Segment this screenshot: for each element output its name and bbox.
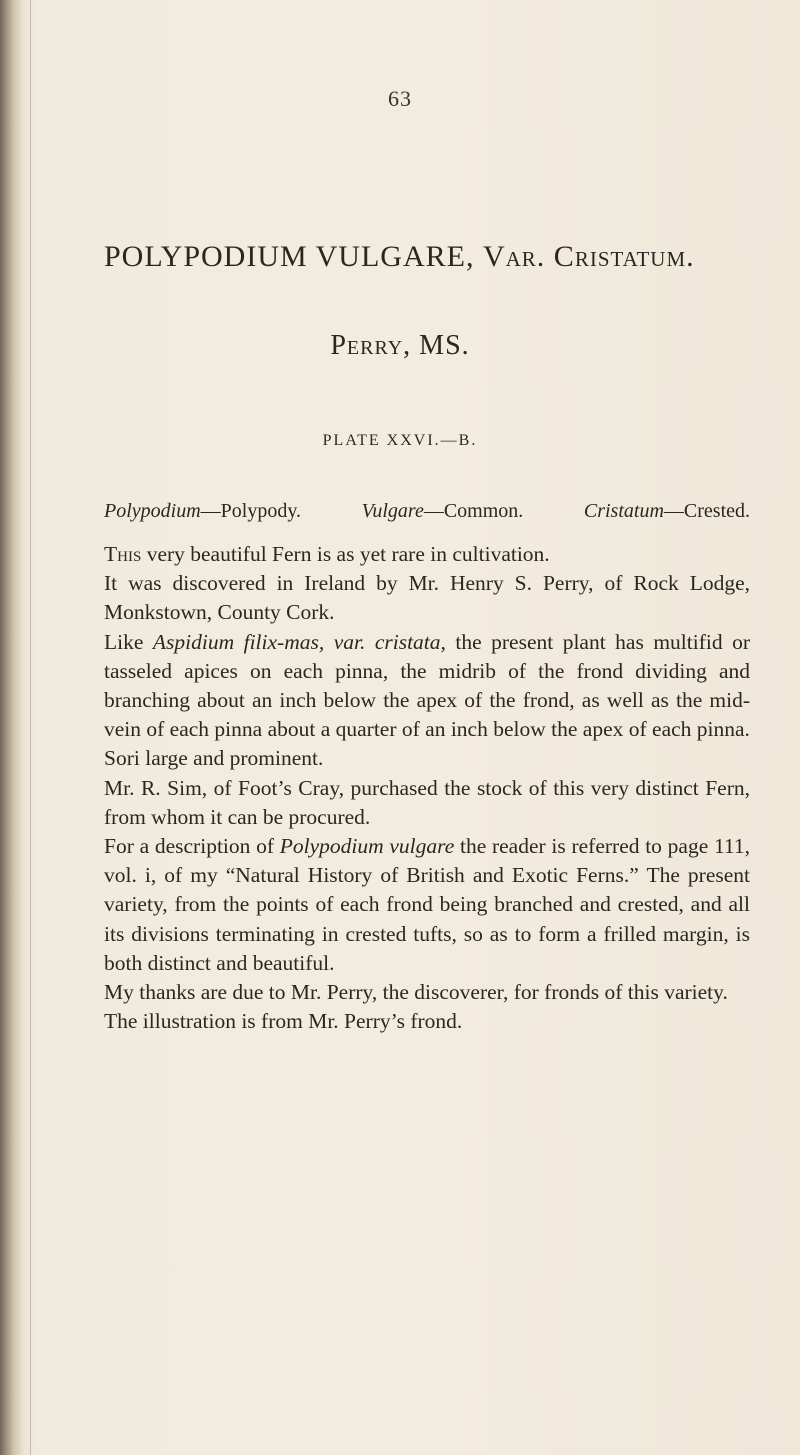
title-main: POLYPODIUM VULGARE, <box>104 240 483 273</box>
paragraph-3-italic: Aspidium filix-mas, var. cristata, <box>152 629 446 654</box>
paragraph-4: Sori large and prominent. <box>104 746 324 771</box>
paragraph-3 <box>104 628 750 745</box>
page-number: 63 <box>388 86 412 111</box>
paragraph-2: It was discovered in Ireland by Mr. Henry S. Perry, of Rock Lodge, Monkstown, County Cork. <box>104 571 750 625</box>
paragraph-1 <box>104 540 750 569</box>
paragraph-7: My thanks are due to Mr. Perry, the discoverer, for fronds of this variety. <box>104 980 728 1005</box>
paragraph-6-italic: Polypodium vulgare <box>279 834 455 859</box>
paragraph-8: The illustration is from Mr. Perry’s frond. <box>104 1009 463 1034</box>
species-name <box>362 500 524 523</box>
description-body <box>104 540 750 1036</box>
paragraph-3-lead: Like <box>104 629 153 654</box>
paragraph-3-rest: the present plant has multifid or tasseled apices on each pinna, the midrib of the frond dividing and branching about an inch below the apex of the frond, as well as the mid-vein of each pinna about a quarter of an inch below the apex of each pinna. <box>104 629 750 742</box>
title-variety: Var. Cristatum. <box>482 240 695 273</box>
variety-name <box>584 500 750 523</box>
species-common: —Common. <box>423 500 524 522</box>
name-translations <box>104 500 750 523</box>
paragraph-6-rest: the reader is referred to page 111, vol. i, of my “Natural History of British and Exotic Ferns.” The present variety, from the points of each frond being branched and crested, and all its divisions terminating in crested tufts, so as to form a frilled margin, is both distinct and beautiful. <box>104 834 750 975</box>
variety-latin: Cristatum <box>583 500 664 522</box>
paragraph-5: Mr. R. Sim, of Foot’s Cray, purchased the stock of this very distinct Fern, from whom it can be procured. <box>104 775 750 829</box>
fern-title <box>104 240 744 274</box>
author-line: Perry, MS. <box>330 330 470 361</box>
plate-reference: PLATE XXVI.—B. <box>322 432 478 449</box>
binding-gutter <box>0 0 24 1455</box>
genus-common: —Polypody. <box>200 500 302 522</box>
genus-name <box>104 500 301 523</box>
genus-latin: Polypodium <box>104 500 201 522</box>
paragraph-6 <box>104 832 750 978</box>
opening-word: This <box>104 542 142 566</box>
gutter-crease <box>30 0 31 1455</box>
paragraph-6-lead: For a description of <box>104 834 280 859</box>
paragraph-1-text: very beautiful Fern is as yet rare in cultivation. <box>141 542 550 566</box>
variety-common: —Crested. <box>663 500 750 522</box>
species-latin: Vulgare <box>361 500 424 522</box>
